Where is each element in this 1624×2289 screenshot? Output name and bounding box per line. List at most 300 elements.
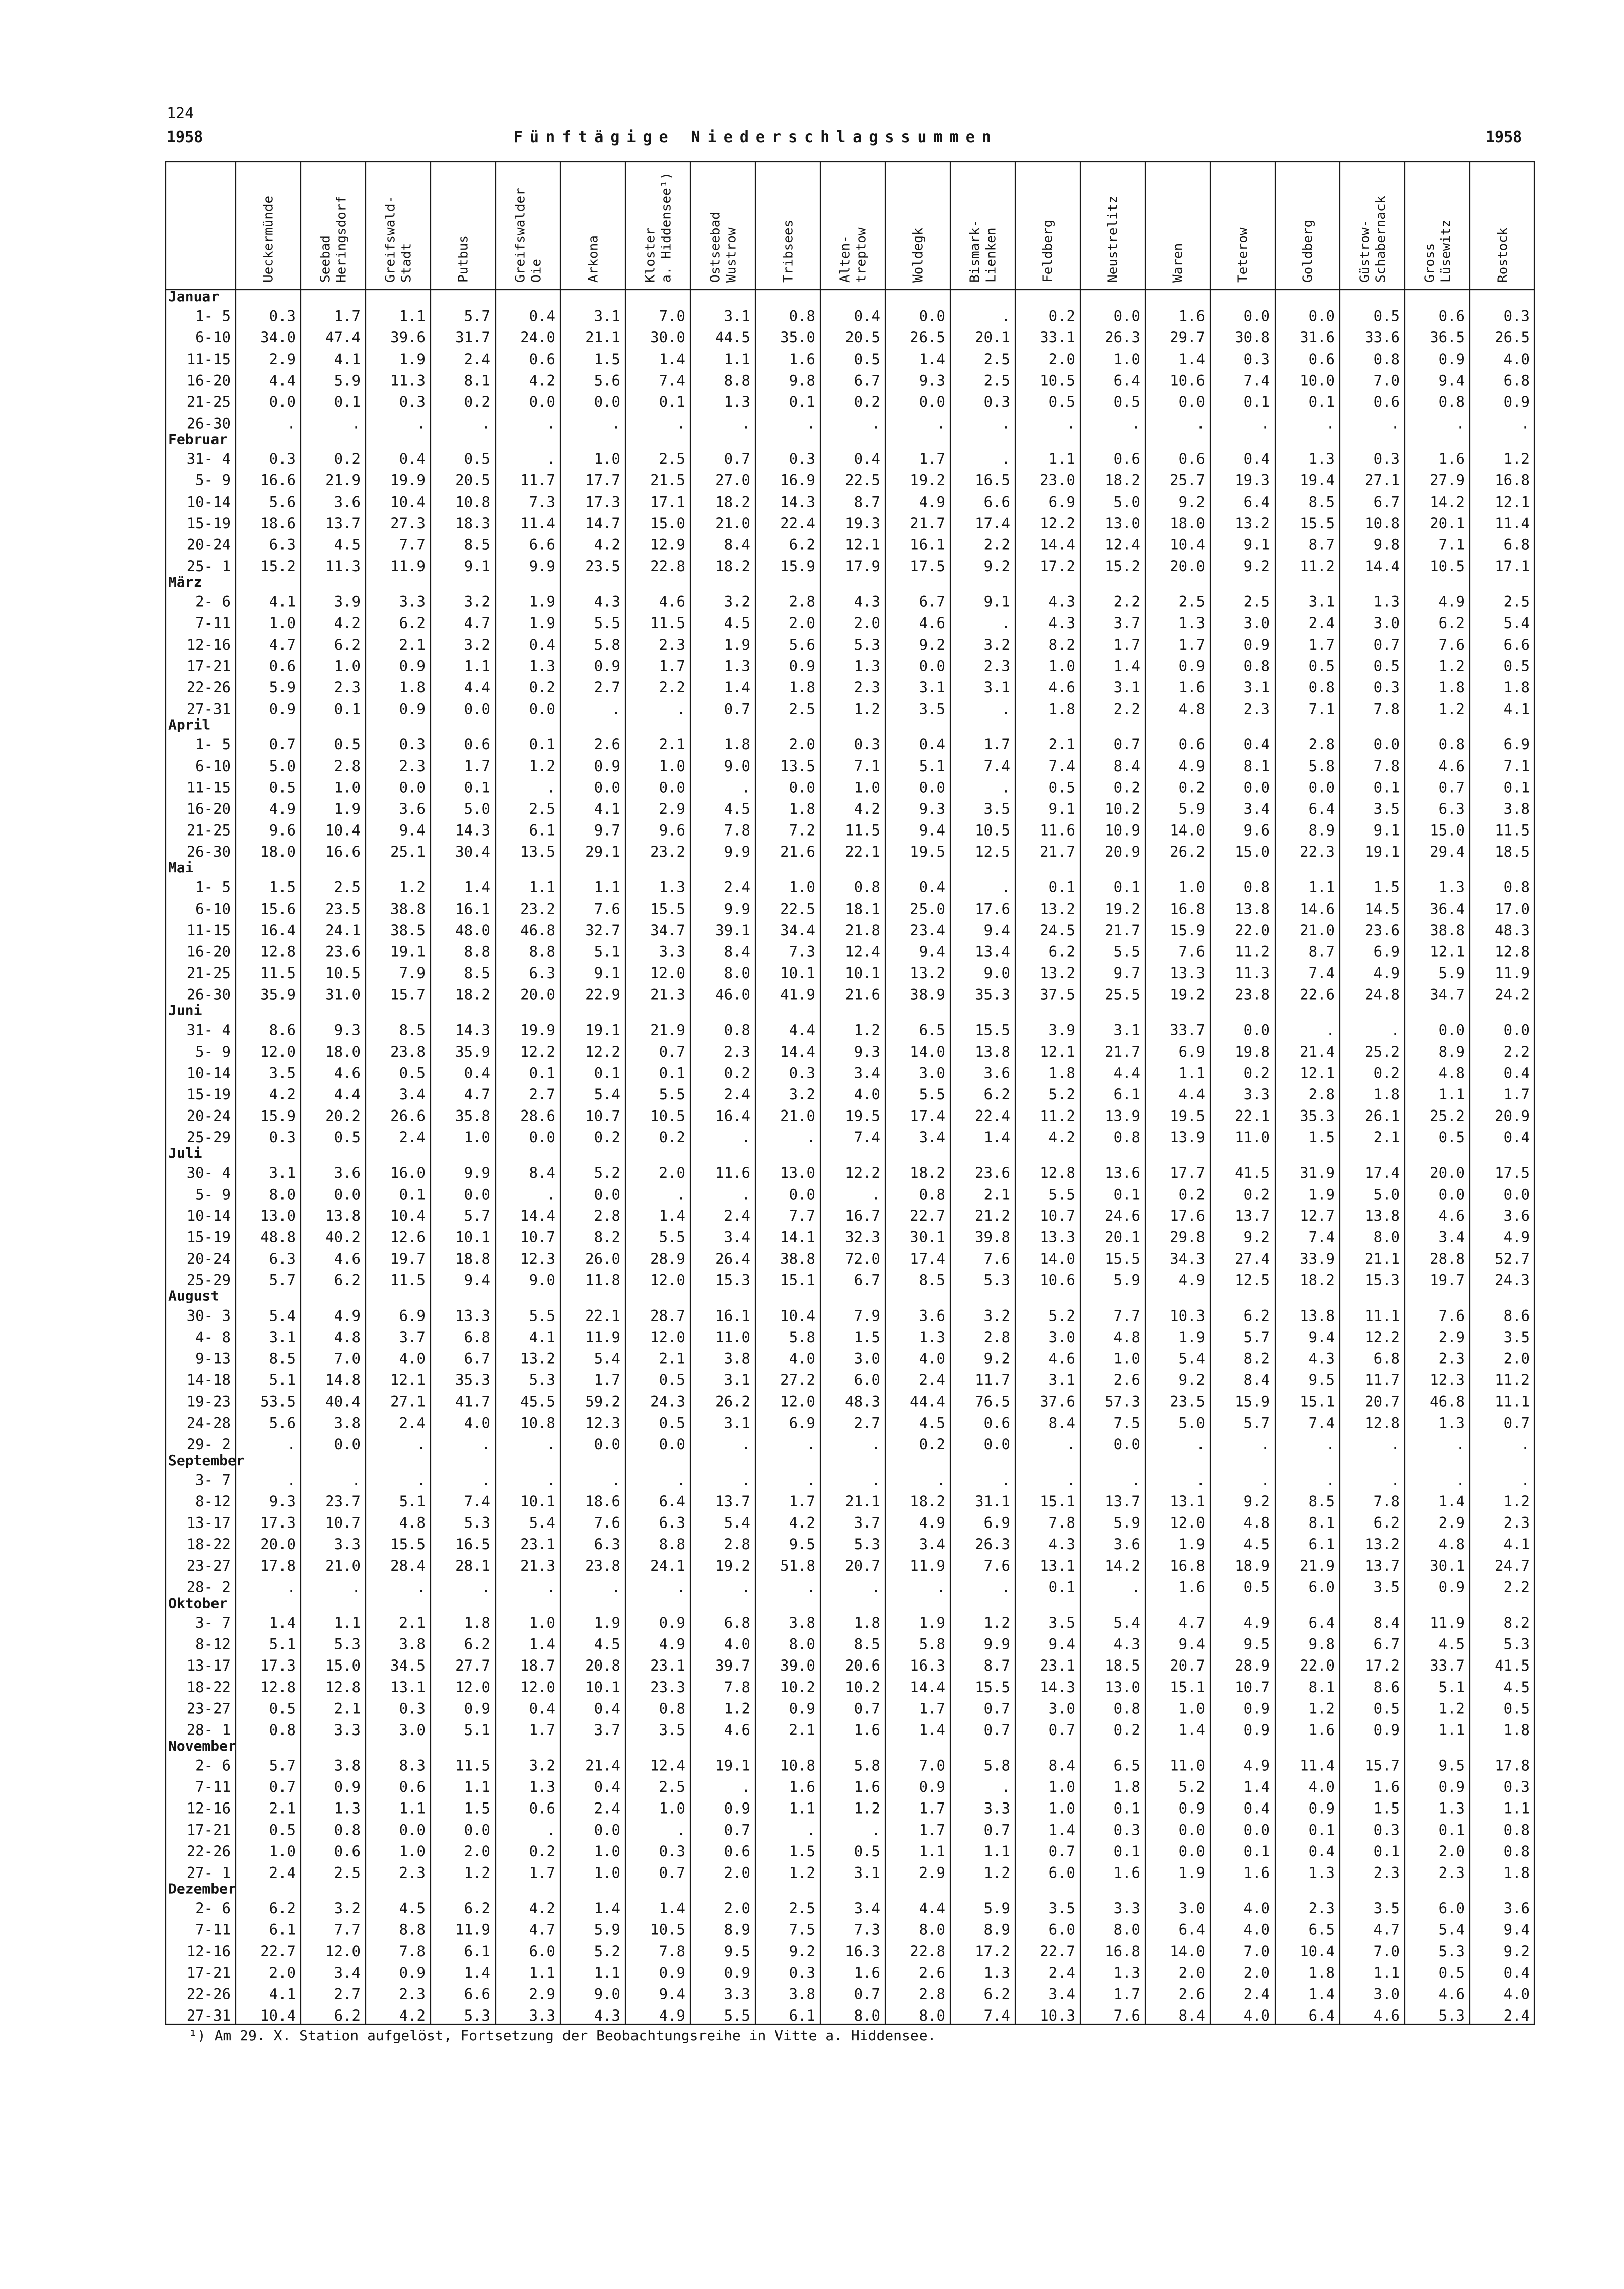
- value-cell: 4.6: [1048, 1350, 1075, 1367]
- value-cell: 1.7: [919, 1821, 945, 1839]
- value-cell: 23.5: [1170, 1393, 1205, 1410]
- value-cell: 8.4: [724, 943, 750, 960]
- value-cell: 18.2: [910, 1164, 945, 1182]
- value-cell: 19.5: [1170, 1107, 1205, 1125]
- value-cell: 1.7: [919, 1799, 945, 1817]
- value-cell: 13.2: [1040, 900, 1075, 918]
- value-cell: 2.4: [399, 1129, 426, 1146]
- value-cell: 7.6: [1438, 636, 1465, 653]
- value-cell: 0.7: [1113, 736, 1140, 753]
- value-cell: 3.5: [1373, 800, 1400, 817]
- value-cell: .: [1066, 1435, 1075, 1453]
- value-cell: 0.9: [1438, 1778, 1465, 1796]
- value-cell: 9.0: [529, 1271, 555, 1289]
- value-cell: 1.7: [919, 1700, 945, 1717]
- value-cell: 32.7: [585, 921, 620, 939]
- value-cell: 10.2: [845, 1678, 880, 1696]
- value-cell: 2.3: [1308, 1900, 1335, 1917]
- value-cell: 2.4: [724, 1086, 750, 1103]
- table-row: [187, 1700, 1530, 1717]
- value-cell: .: [1261, 1471, 1270, 1489]
- value-cell: 12.8: [325, 1678, 361, 1696]
- value-cell: 0.9: [1178, 1799, 1205, 1817]
- value-cell: 36.4: [1430, 900, 1465, 918]
- station-name: Gross: [1422, 243, 1438, 283]
- value-cell: .: [1326, 414, 1335, 432]
- value-cell: 19.1: [390, 943, 426, 960]
- value-cell: 11.6: [715, 1164, 750, 1182]
- value-cell: 9.4: [919, 943, 945, 960]
- value-cell: 2.3: [854, 679, 880, 697]
- value-cell: 1.2: [983, 1864, 1010, 1882]
- value-cell: 2.0: [724, 1864, 750, 1882]
- value-cell: 10.5: [1040, 372, 1075, 389]
- value-cell: .: [481, 1471, 490, 1489]
- value-cell: 0.8: [1503, 1842, 1530, 1860]
- value-cell: .: [676, 700, 685, 718]
- station-name: Arkona: [586, 235, 601, 283]
- period-label: 8-12: [195, 1635, 231, 1653]
- value-cell: 0.0: [1243, 1821, 1270, 1839]
- value-cell: 5.5: [594, 614, 620, 632]
- value-cell: .: [1391, 1435, 1400, 1453]
- value-cell: 13.7: [1365, 1557, 1400, 1574]
- value-cell: 12.8: [260, 943, 296, 960]
- value-cell: 0.0: [1178, 1821, 1205, 1839]
- value-cell: 40.2: [325, 1228, 361, 1246]
- value-cell: 0.0: [1113, 307, 1140, 325]
- period-label: 21-25: [186, 964, 231, 982]
- value-cell: 4.7: [1373, 1921, 1400, 1938]
- table-row: [187, 822, 1530, 839]
- value-cell: 72.0: [845, 1250, 880, 1268]
- value-cell: 46.0: [715, 986, 750, 1003]
- value-cell: 6.7: [854, 1271, 880, 1289]
- value-cell: 5.3: [529, 1371, 555, 1389]
- value-cell: 6.2: [334, 1271, 361, 1289]
- value-cell: 22.8: [650, 558, 685, 575]
- value-cell: 2.3: [1243, 700, 1270, 718]
- value-cell: 0.9: [1243, 1721, 1270, 1739]
- value-cell: 9.2: [983, 1350, 1010, 1367]
- value-cell: 8.1: [1308, 1514, 1335, 1532]
- value-cell: 32.3: [845, 1228, 880, 1246]
- value-cell: 0.9: [399, 657, 426, 675]
- value-cell: 3.3: [1243, 1086, 1270, 1103]
- value-cell: 0.7: [854, 1985, 880, 2003]
- value-cell: 1.8: [1438, 679, 1465, 697]
- value-cell: 0.8: [854, 878, 880, 896]
- value-cell: .: [806, 1578, 815, 1596]
- value-cell: 22.6: [1300, 986, 1335, 1003]
- value-cell: 0.2: [464, 393, 490, 410]
- value-cell: 0.6: [983, 1414, 1010, 1432]
- value-cell: 2.5: [1178, 593, 1205, 610]
- value-cell: 2.1: [659, 1350, 685, 1367]
- value-cell: 7.4: [983, 2007, 1010, 2024]
- value-cell: 29.8: [1170, 1228, 1205, 1246]
- value-cell: 22.5: [780, 900, 815, 918]
- value-cell: 6.2: [983, 1086, 1010, 1103]
- value-cell: 14.4: [780, 1043, 815, 1060]
- table-row: [187, 450, 1530, 467]
- value-cell: 6.9: [1178, 1043, 1205, 1060]
- station-header: [318, 196, 349, 283]
- value-cell: .: [1001, 614, 1010, 632]
- station-name: Bismark-: [967, 219, 983, 283]
- value-cell: 6.9: [399, 1307, 426, 1325]
- value-cell: 4.8: [1243, 1514, 1270, 1532]
- value-cell: 0.9: [334, 1778, 361, 1796]
- value-cell: 12.1: [1430, 943, 1465, 960]
- value-cell: 14.8: [325, 1371, 361, 1389]
- value-cell: 9.8: [789, 372, 815, 389]
- value-cell: 7.4: [464, 1493, 490, 1510]
- value-cell: 2.7: [854, 1414, 880, 1432]
- value-cell: 9.6: [1243, 821, 1270, 839]
- value-cell: .: [806, 1435, 815, 1453]
- value-cell: 22.0: [1235, 921, 1270, 939]
- value-cell: 2.2: [1503, 1578, 1530, 1596]
- value-cell: 18.6: [260, 514, 296, 532]
- value-cell: 0.3: [399, 1700, 426, 1717]
- value-cell: 3.0: [1243, 614, 1270, 632]
- table-row: [195, 1186, 1530, 1203]
- value-cell: 6.7: [1373, 493, 1400, 511]
- value-cell: 22.3: [1300, 843, 1335, 861]
- value-cell: 23.1: [650, 1657, 685, 1675]
- station-name: Woldegk: [910, 227, 926, 283]
- value-cell: 2.6: [919, 1964, 945, 1981]
- value-cell: 2.5: [334, 878, 361, 896]
- value-cell: 12.2: [1040, 514, 1075, 532]
- value-cell: 34.7: [650, 921, 685, 939]
- value-cell: 1.3: [1308, 1864, 1335, 1882]
- value-cell: 8.5: [464, 964, 490, 982]
- value-cell: 46.8: [520, 921, 555, 939]
- value-cell: 19.8: [1235, 1043, 1270, 1060]
- value-cell: 0.0: [1438, 1021, 1465, 1039]
- value-cell: 0.6: [269, 657, 296, 675]
- value-cell: 8.9: [724, 1921, 750, 1938]
- value-cell: 1.9: [529, 614, 555, 632]
- precipitation-table: [165, 161, 1535, 2025]
- value-cell: 0.5: [1113, 393, 1140, 410]
- station-header: [1496, 227, 1511, 283]
- value-cell: 13.7: [715, 1493, 750, 1510]
- period-label: 7-11: [195, 614, 231, 632]
- value-cell: 4.9: [919, 493, 945, 511]
- value-cell: 0.8: [1308, 679, 1335, 697]
- value-cell: 18.2: [1105, 471, 1140, 489]
- value-cell: 0.5: [1373, 1700, 1400, 1717]
- value-cell: 15.0: [325, 1657, 361, 1675]
- value-cell: 0.9: [659, 1614, 685, 1631]
- value-cell: 0.1: [399, 1186, 426, 1203]
- value-cell: 0.1: [1243, 1842, 1270, 1860]
- value-cell: 0.4: [919, 878, 945, 896]
- value-cell: 6.9: [1048, 493, 1075, 511]
- value-cell: 18.7: [520, 1657, 555, 1675]
- value-cell: 13.7: [1235, 1207, 1270, 1224]
- value-cell: .: [611, 414, 620, 432]
- station-header: [1423, 220, 1454, 283]
- period-label: 5- 9: [195, 471, 231, 489]
- value-cell: 4.7: [464, 614, 490, 632]
- value-cell: 0.8: [1438, 393, 1465, 410]
- value-cell: 0.8: [1503, 1821, 1530, 1839]
- value-cell: 0.1: [1308, 1821, 1335, 1839]
- value-cell: 2.1: [659, 736, 685, 753]
- value-cell: 5.8: [1308, 757, 1335, 775]
- value-cell: 10.1: [455, 1228, 490, 1246]
- value-cell: 0.1: [1113, 1186, 1140, 1203]
- value-cell: 35.0: [780, 329, 815, 346]
- value-cell: 1.9: [1178, 1864, 1205, 1882]
- value-cell: 0.9: [594, 757, 620, 775]
- value-cell: 4.5: [1438, 1635, 1465, 1653]
- value-cell: 0.5: [334, 736, 361, 753]
- value-cell: 27.3: [390, 514, 426, 532]
- value-cell: 15.5: [1105, 1250, 1140, 1268]
- value-cell: 2.2: [1113, 700, 1140, 718]
- table-row: [187, 393, 1530, 410]
- value-cell: 1.4: [659, 350, 685, 368]
- value-cell: 1.3: [529, 657, 555, 675]
- value-cell: 15.9: [1170, 921, 1205, 939]
- value-cell: 2.6: [1113, 1371, 1140, 1389]
- value-cell: 13.2: [1365, 1536, 1400, 1553]
- value-cell: 3.8: [399, 1635, 426, 1653]
- value-cell: 2.2: [659, 679, 685, 697]
- value-cell: 11.3: [325, 558, 361, 575]
- value-cell: 7.8: [1048, 1514, 1075, 1532]
- period-label: 5- 9: [195, 1186, 231, 1203]
- period-label: 27-31: [186, 2007, 231, 2024]
- value-cell: 4.6: [334, 1250, 361, 1268]
- value-cell: 34.4: [780, 921, 815, 939]
- value-cell: 15.7: [390, 986, 426, 1003]
- value-cell: 17.0: [1495, 900, 1530, 918]
- value-cell: 36.5: [1430, 329, 1465, 346]
- value-cell: 5.8: [789, 1328, 815, 1346]
- value-cell: 0.9: [399, 700, 426, 718]
- value-cell: 1.3: [1113, 1964, 1140, 1981]
- value-cell: 8.7: [1308, 943, 1335, 960]
- period-label: 10-14: [186, 1064, 231, 1082]
- value-cell: 0.8: [1438, 736, 1465, 753]
- value-cell: 1.9: [1178, 1328, 1205, 1346]
- value-cell: 1.3: [1438, 1799, 1465, 1817]
- value-cell: 0.6: [529, 1799, 555, 1817]
- value-cell: 1.5: [854, 1328, 880, 1346]
- value-cell: 1.3: [854, 657, 880, 675]
- value-cell: 0.0: [1243, 307, 1270, 325]
- value-cell: 3.3: [529, 2007, 555, 2024]
- value-cell: 20.7: [1170, 1657, 1205, 1675]
- value-cell: 15.9: [780, 558, 815, 575]
- station-header: [1358, 195, 1389, 283]
- value-cell: 1.2: [1438, 700, 1465, 718]
- table-row: [187, 1964, 1530, 1981]
- value-cell: 21.0: [325, 1557, 361, 1574]
- value-cell: 0.9: [919, 1778, 945, 1796]
- value-cell: 3.3: [399, 593, 426, 610]
- value-cell: 12.0: [780, 1393, 815, 1410]
- value-cell: 19.5: [910, 843, 945, 861]
- value-cell: 0.4: [1503, 1064, 1530, 1082]
- station-header: [838, 227, 869, 283]
- value-cell: 0.3: [854, 736, 880, 753]
- value-cell: 21.5: [650, 471, 685, 489]
- value-cell: 1.3: [529, 1778, 555, 1796]
- value-cell: 9.4: [919, 821, 945, 839]
- value-cell: 1.4: [1048, 1821, 1075, 1839]
- value-cell: 2.8: [919, 1985, 945, 2003]
- value-cell: 25.5: [1105, 986, 1140, 1003]
- value-cell: 7.4: [1243, 372, 1270, 389]
- value-cell: .: [546, 779, 555, 796]
- value-cell: 6.0: [854, 1371, 880, 1389]
- value-cell: 21.9: [1300, 1557, 1335, 1574]
- value-cell: 5.1: [399, 1493, 426, 1510]
- value-cell: 2.5: [659, 1778, 685, 1796]
- value-cell: 7.8: [724, 1678, 750, 1696]
- value-cell: 14.3: [1040, 1678, 1075, 1696]
- value-cell: 1.6: [1308, 1721, 1335, 1739]
- table-row: [187, 1272, 1530, 1289]
- value-cell: 0.1: [659, 1064, 685, 1082]
- table-row: [195, 472, 1530, 489]
- value-cell: 8.8: [724, 372, 750, 389]
- value-cell: 6.0: [1048, 1921, 1075, 1938]
- value-cell: 1.0: [659, 757, 685, 775]
- period-label: 27- 1: [186, 1864, 231, 1882]
- value-cell: 0.5: [464, 450, 490, 468]
- value-cell: 31.9: [1300, 1164, 1335, 1182]
- value-cell: 4.7: [1178, 1614, 1205, 1631]
- value-cell: 5.5: [1048, 1186, 1075, 1203]
- value-cell: 2.0: [789, 736, 815, 753]
- value-cell: 24.3: [1495, 1271, 1530, 1289]
- value-cell: 17.4: [1365, 1164, 1400, 1182]
- value-cell: 6.2: [1373, 1514, 1400, 1532]
- value-cell: 14.3: [455, 1021, 490, 1039]
- value-cell: 5.5: [1113, 943, 1140, 960]
- table-row: [187, 1864, 1530, 1881]
- value-cell: 0.0: [919, 393, 945, 410]
- table-row: [195, 1471, 1530, 1488]
- value-cell: 6.1: [529, 821, 555, 839]
- table-row: [187, 1721, 1530, 1739]
- table-row: [187, 779, 1530, 796]
- value-cell: 5.9: [594, 1921, 620, 1938]
- value-cell: 5.1: [919, 757, 945, 775]
- value-cell: 4.9: [1178, 1271, 1205, 1289]
- value-cell: 2.0: [1438, 1842, 1465, 1860]
- value-cell: 1.3: [1438, 878, 1465, 896]
- value-cell: 1.2: [854, 700, 880, 718]
- value-cell: .: [1131, 414, 1140, 432]
- value-cell: .: [1326, 1021, 1335, 1039]
- value-cell: 1.0: [334, 657, 361, 675]
- value-cell: 0.5: [1243, 1578, 1270, 1596]
- value-cell: 14.6: [1300, 900, 1335, 918]
- value-cell: 3.0: [919, 1064, 945, 1082]
- value-cell: 5.2: [594, 1164, 620, 1182]
- value-cell: 27.0: [715, 471, 750, 489]
- value-cell: 1.1: [529, 878, 555, 896]
- value-cell: .: [1131, 1471, 1140, 1489]
- value-cell: 3.2: [789, 1086, 815, 1103]
- value-cell: 3.2: [983, 1307, 1010, 1325]
- value-cell: 12.8: [1365, 1414, 1400, 1432]
- station-header: [1301, 220, 1316, 283]
- value-cell: 1.3: [659, 878, 685, 896]
- value-cell: 22.5: [845, 471, 880, 489]
- value-cell: 0.5: [399, 1064, 426, 1082]
- value-cell: 0.0: [594, 1435, 620, 1453]
- value-cell: 4.6: [1438, 1207, 1465, 1224]
- period-label: 11-15: [186, 350, 231, 368]
- value-cell: 1.0: [464, 1129, 490, 1146]
- value-cell: 9.9: [464, 1164, 490, 1182]
- value-cell: 21.3: [650, 986, 685, 1003]
- value-cell: 7.7: [399, 536, 426, 553]
- value-cell: 5.4: [1438, 1921, 1465, 1938]
- value-cell: 8.1: [464, 372, 490, 389]
- value-cell: 6.8: [1503, 372, 1530, 389]
- value-cell: 0.0: [983, 1435, 1010, 1453]
- value-cell: 0.5: [1373, 307, 1400, 325]
- value-cell: 8.7: [854, 493, 880, 511]
- value-cell: 0.8: [919, 1186, 945, 1203]
- value-cell: 15.3: [1365, 1271, 1400, 1289]
- value-cell: 24.1: [650, 1557, 685, 1574]
- value-cell: 5.3: [334, 1635, 361, 1653]
- period-label: 19-23: [186, 1393, 231, 1410]
- value-cell: 8.8: [659, 1536, 685, 1553]
- value-cell: 18.2: [910, 1493, 945, 1510]
- value-cell: 6.2: [464, 1900, 490, 1917]
- value-cell: 22.7: [1040, 1943, 1075, 1960]
- table-row: [187, 1064, 1530, 1081]
- value-cell: 4.6: [1048, 679, 1075, 697]
- table-row: [187, 1250, 1530, 1267]
- value-cell: 4.5: [594, 1635, 620, 1653]
- value-cell: 3.5: [1503, 1328, 1530, 1346]
- value-cell: 7.1: [1308, 700, 1335, 718]
- value-cell: 0.4: [1243, 450, 1270, 468]
- value-cell: 13.7: [1105, 1493, 1140, 1510]
- value-cell: 1.1: [1373, 1964, 1400, 1981]
- value-cell: 4.6: [659, 593, 685, 610]
- value-cell: 10.5: [650, 1921, 685, 1938]
- value-cell: 17.5: [1495, 1164, 1530, 1182]
- value-cell: 4.8: [1438, 1064, 1465, 1082]
- value-cell: 34.7: [1430, 986, 1465, 1003]
- value-cell: 15.6: [260, 900, 296, 918]
- value-cell: 30.1: [1430, 1557, 1465, 1574]
- value-cell: 1.6: [789, 350, 815, 368]
- value-cell: 0.6: [1373, 393, 1400, 410]
- value-cell: 3.2: [529, 1757, 555, 1774]
- value-cell: 6.2: [399, 614, 426, 632]
- value-cell: 5.7: [269, 1757, 296, 1774]
- value-cell: 26.4: [715, 1250, 750, 1268]
- value-cell: 0.5: [1503, 657, 1530, 675]
- value-cell: 17.4: [975, 514, 1010, 532]
